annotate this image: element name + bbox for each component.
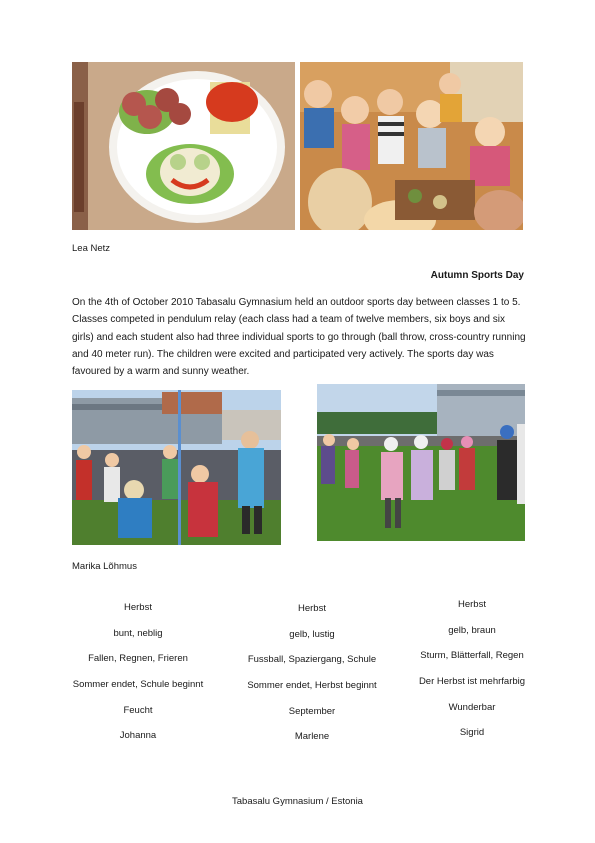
poem-line: September	[288, 705, 336, 717]
poem-author: Marlene	[294, 731, 330, 743]
photo-sports-day-field	[317, 384, 525, 541]
poem-line: Fallen, Regnen, Frieren	[88, 653, 188, 665]
poem-line: Fussball, Spaziergang, Schule	[247, 654, 377, 666]
article-body: On the 4th of October 2010 Tabasalu Gymnasium held an outdoor sports day between classes 1 to 5. Classes competed in pendulum relay (each class had a team of twelve members, six boys and six girls) and each student also had three individual sports to go through (ball throw, cross-country running and 40 meter run). The children were excited and participated very actively. The sports day was favoured by a warm and sunny weather.	[72, 297, 526, 378]
poem-sigrid	[392, 597, 552, 751]
poem-line: Wunderbar	[448, 701, 496, 713]
photo-caption-top: Lea Netz	[72, 243, 111, 254]
poem-line: Sommer endet, Herbst beginnt	[247, 680, 377, 692]
poem-line: gelb, braun	[448, 624, 496, 636]
poem-line: bunt, neblig	[113, 627, 163, 639]
poem-line: Herbst	[458, 599, 486, 610]
page-footer: Tabasalu Gymnasium / Estonia	[232, 796, 363, 807]
poem-line: Herbst	[124, 602, 152, 613]
poem-line: Feucht	[123, 704, 153, 716]
article-title: Autumn Sports Day	[430, 270, 524, 281]
photo-children-table	[300, 62, 523, 230]
photo-sports-day-group	[72, 390, 281, 545]
poem-line: Der Herbst ist mehrfarbig	[418, 676, 526, 688]
poem-line: Sommer endet, Schule beginnt	[72, 679, 204, 691]
photo-caption-bottom: Marika Lõhmus	[72, 561, 137, 572]
poem-marlene	[232, 601, 392, 755]
poem-line: gelb, lustig	[289, 628, 335, 640]
photo-vegetable-plate	[72, 62, 295, 230]
poem-line: Sturm, Blätterfall, Regen	[420, 650, 524, 662]
poem-author: Sigrid	[459, 727, 485, 739]
poem-johanna	[58, 600, 218, 754]
poem-author: Johanna	[119, 730, 157, 742]
poem-line: Herbst	[298, 603, 326, 614]
